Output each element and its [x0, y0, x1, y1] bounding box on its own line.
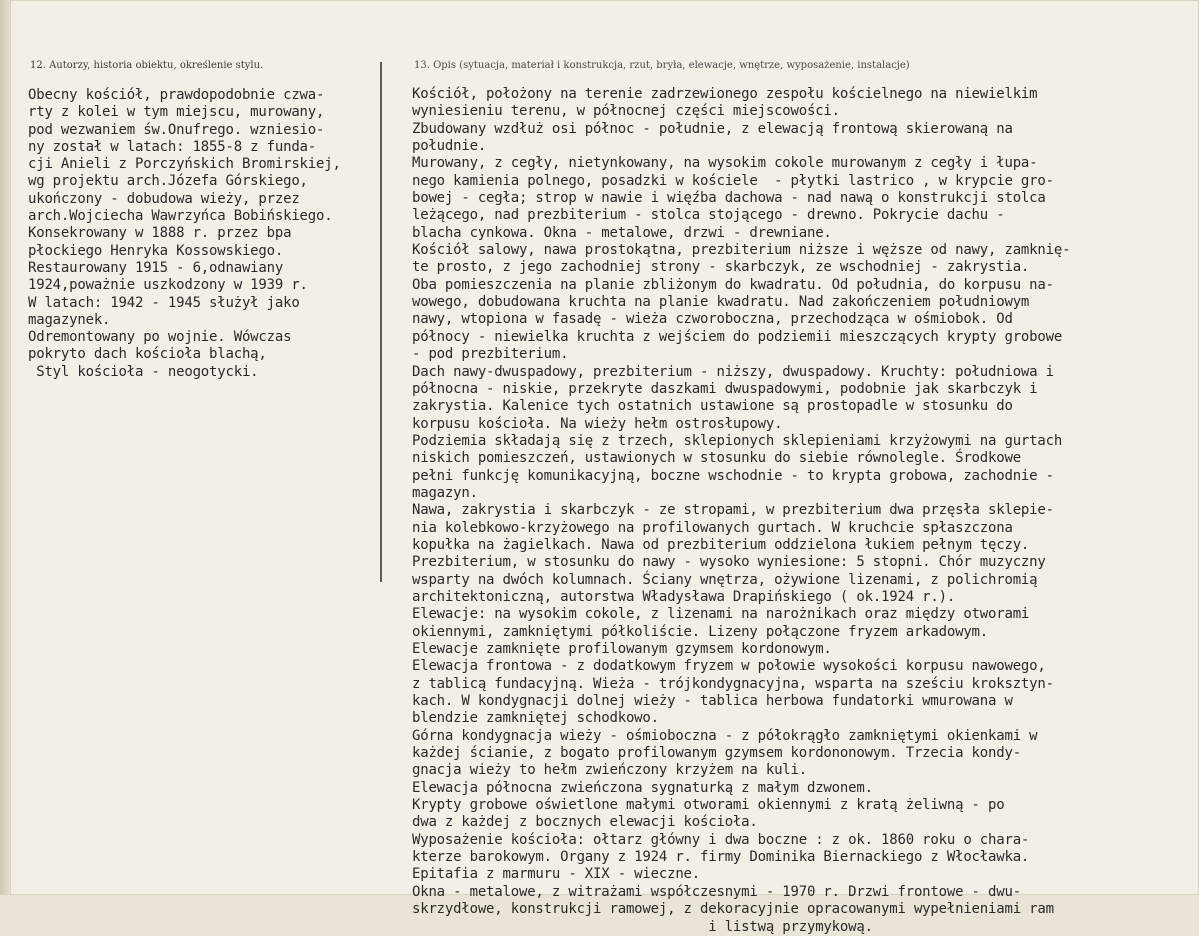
text-line: pokryto dach kościoła blachą,	[28, 346, 267, 363]
text-line: północy - niewielka kruchta z wejściem do podziemii mieszczących krypty grobowe	[412, 328, 1063, 345]
text-line: kterze barokowym. Organy z 1924 r. firmy Dominika Biernackiego z Włocławka.	[412, 849, 1030, 866]
text-line: wsparty na dwóch kolumnach. Ściany wnętrza, ożywione lizenami, z polichromią	[412, 571, 1038, 588]
text-line: Obecny kościół, prawdopodobnie czwa-	[28, 87, 325, 103]
text-line: Górna kondygnacja wieży - ośmioboczna - z półokrągło zamkniętymi okienkami w	[412, 727, 1038, 744]
text-line: blendzie zamkniętej schodkowo.	[412, 710, 659, 727]
text-line: blacha cynkowa. Okna - metalowe, drzwi - drewniane.	[412, 224, 832, 241]
text-line: wyniesieniu terenu, w północnej części miejscowości.	[412, 103, 840, 120]
page-edge	[0, 0, 10, 895]
text-line: Kościół, położony na terenie zadrzewionego zespołu kościelnego na niewielkim	[412, 86, 1038, 102]
text-line: pełni funkcję komunikacyjną, boczne wschodnie - to krypta grobowa, zachodnie -	[412, 467, 1054, 484]
text-line: kopułka na żagielkach. Nawa od prezbiterium oddzielona łukiem pełnym tęczy.	[412, 536, 1030, 553]
text-line: nego kamienia polnego, posadzki w kościele - płytki lastrico , w krypcie gro-	[412, 172, 1054, 189]
text-line: korpusu kościoła. Na wieży hełm ostrosłupowy.	[412, 415, 783, 432]
text-line: Elewacja frontowa - z dodatkowym fryzem w połowie wysokości korpusu nawowego,	[412, 658, 1046, 675]
text-line: Restaurowany 1915 - 6,odnawiany	[28, 259, 284, 276]
text-line: wowego, dobudowana kruchta na planie kwadratu. Nad zakończeniem południowym	[412, 294, 1030, 311]
text-line: Murowany, z cegły, nietynkowany, na wysokim cokole murowanym z cegły i łupa-	[412, 155, 1038, 172]
text-line: Kościół salowy, nawa prostokątna, prezbiterium niższe i węższe od nawy, zamknię-	[412, 242, 1071, 259]
text-line: dwa z każdej z bocznych elewacji kościoła.	[412, 814, 758, 831]
text-line: nia kolebkowo-krzyżowego na profilowanych gurtach. W kruchcie spłaszczona	[412, 519, 1013, 536]
text-line: leżącego, nad prezbiterium - stolca stojącego - drewno. Pokrycie dachu -	[412, 207, 1005, 224]
text-line: Dach nawy-dwuspadowy, prezbiterium - niższy, dwuspadowy. Kruchty: południowa i	[412, 363, 1054, 380]
text-line: architektoniczną, autorstwa Władysława Drapińskiego ( ok.1924 r.).	[412, 588, 956, 605]
text-line: Elewacje zamknięte profilowanym gzymsem kordonowym.	[412, 641, 832, 657]
text-line: płockiego Henryka Kossowskiego.	[28, 242, 284, 259]
text-line: Styl kościoła - neogotycki.	[28, 363, 259, 380]
text-line: zakrystia. Kalenice tych ostatnich ustawione są prostopadle w stosunku do	[412, 398, 1013, 415]
text-line: Okna - metalowe, z witrażami współczesnymi - 1970 r. Drzwi frontowe - dwu-	[412, 883, 1021, 900]
text-line: ukończony - dobudowa wieży, przez	[28, 190, 300, 207]
text-line: Prezbiterium, w stosunku do nawy - wysoko wyniesione: 5 stopni. Chór muzyczny	[412, 554, 1046, 571]
text-line: skrzydłowe, konstrukcji ramowej, z dekoracyjnie opracowanymi wypełnieniami ram	[412, 901, 1054, 918]
text-line: Krypty grobowe oświetlone małymi otworami okiennymi z kratą żeliwną - po	[412, 797, 1005, 814]
section-12-header: 12. Autorzy, historia obiektu, określenie stylu.	[30, 60, 264, 71]
text-line: - pod prezbiterium.	[412, 346, 569, 363]
text-line: niskich pomieszczeń, ustawionych w stosunku do siebie równolegle. Środkowe	[412, 450, 1021, 467]
text-line: arch.Wojciecha Wawrzyńca Bobińskiego.	[28, 208, 333, 225]
text-line: cji Anieli z Porczyńskich Bromirskiej,	[28, 156, 341, 173]
text-line: Podziemia składają się z trzech, sklepionych sklepieniami krzyżowymi na gurtach	[412, 432, 1063, 449]
text-line: Wyposażenie kościoła: ołtarz główny i dwa boczne : z ok. 1860 roku o chara-	[412, 831, 1030, 848]
description-column	[412, 86, 1198, 936]
text-line: każdej ścianie, z bogato profilowanym gzymsem kordononowym. Trzecia kondy-	[412, 745, 1021, 762]
text-line: ny został w latach: 1855-8 z funda-	[28, 138, 317, 155]
text-line: Odremontowany po wojnie. Wówczas	[28, 329, 292, 346]
text-line: pod wezwaniem św.Onufrego. wzniesio-	[28, 121, 325, 138]
text-line: Nawa, zakrystia i skarbczyk - ze stropami, w prezbiterium dwa przęsła sklepie-	[412, 502, 1054, 519]
text-line: Elewacja północna zwieńczona sygnaturką z małym dzwonem.	[412, 779, 873, 796]
text-line: północna - niskie, przekryte daszkami dwuspadowymi, podobnie jak skarbczyk i	[412, 380, 1038, 397]
text-line: wg projektu arch.Józefa Górskiego,	[28, 173, 308, 190]
text-line: bowej - cegła; strop w nawie i więźba dachowa - nad nawą o konstrukcji stolca	[412, 190, 1046, 207]
section-13-header: 13. Opis (sytuacja, materiał i konstrukcja, rzut, bryła, elewacje, wnętrze, wyposażenie, instalacje)	[414, 60, 910, 71]
text-line: gnacja wieży to hełm zwieńczony krzyżem na kuli.	[412, 762, 807, 779]
text-line: Zbudowany wzdłuż osi północ - południe, z elewacją frontową skierowaną na	[412, 120, 1013, 137]
text-line: i listwą przymykową.	[412, 918, 873, 935]
text-line: Elewacje: na wysokim cokole, z lizenami na narożnikach oraz między otworami	[412, 606, 1030, 623]
text-line: W latach: 1942 - 1945 służył jako	[28, 294, 300, 311]
text-line: magazyn.	[412, 484, 478, 501]
text-line: kach. W kondygnacji dolnej wieży - tablica herbowa fundatorki wmurowana w	[412, 693, 1013, 710]
text-line: okiennymi, zamkniętymi półkoliście. Lizeny połączone fryzem arkadowym.	[412, 623, 989, 640]
text-line: z tablicą fundacyjną. Wieża - trójkondygnacyjna, wsparta na sześciu kroksztyn-	[412, 675, 1054, 692]
text-line: Epitafia z marmuru - XIX - wieczne.	[412, 866, 701, 883]
column-divider	[380, 62, 382, 582]
text-line: południe.	[412, 138, 487, 155]
text-line: Oba pomieszczenia na planie zbliżonym do kwadratu. Od południa, do korpusu na-	[412, 276, 1054, 293]
text-line: magazynek.	[28, 311, 111, 328]
history-column	[28, 87, 380, 381]
text-line: Konsekrowany w 1888 r. przez bpa	[28, 225, 292, 242]
text-line: rty z kolei w tym miejscu, murowany,	[28, 104, 325, 121]
text-line: nawy, wtopiona w fasadę - wieża czworoboczna, przechodząca w ośmiobok. Od	[412, 311, 1013, 328]
text-line: 1924,poważnie uszkodzony w 1939 r.	[28, 277, 308, 294]
text-line: te prosto, z jego zachodniej strony - skarbczyk, ze wschodniej - zakrystia.	[412, 259, 1030, 276]
